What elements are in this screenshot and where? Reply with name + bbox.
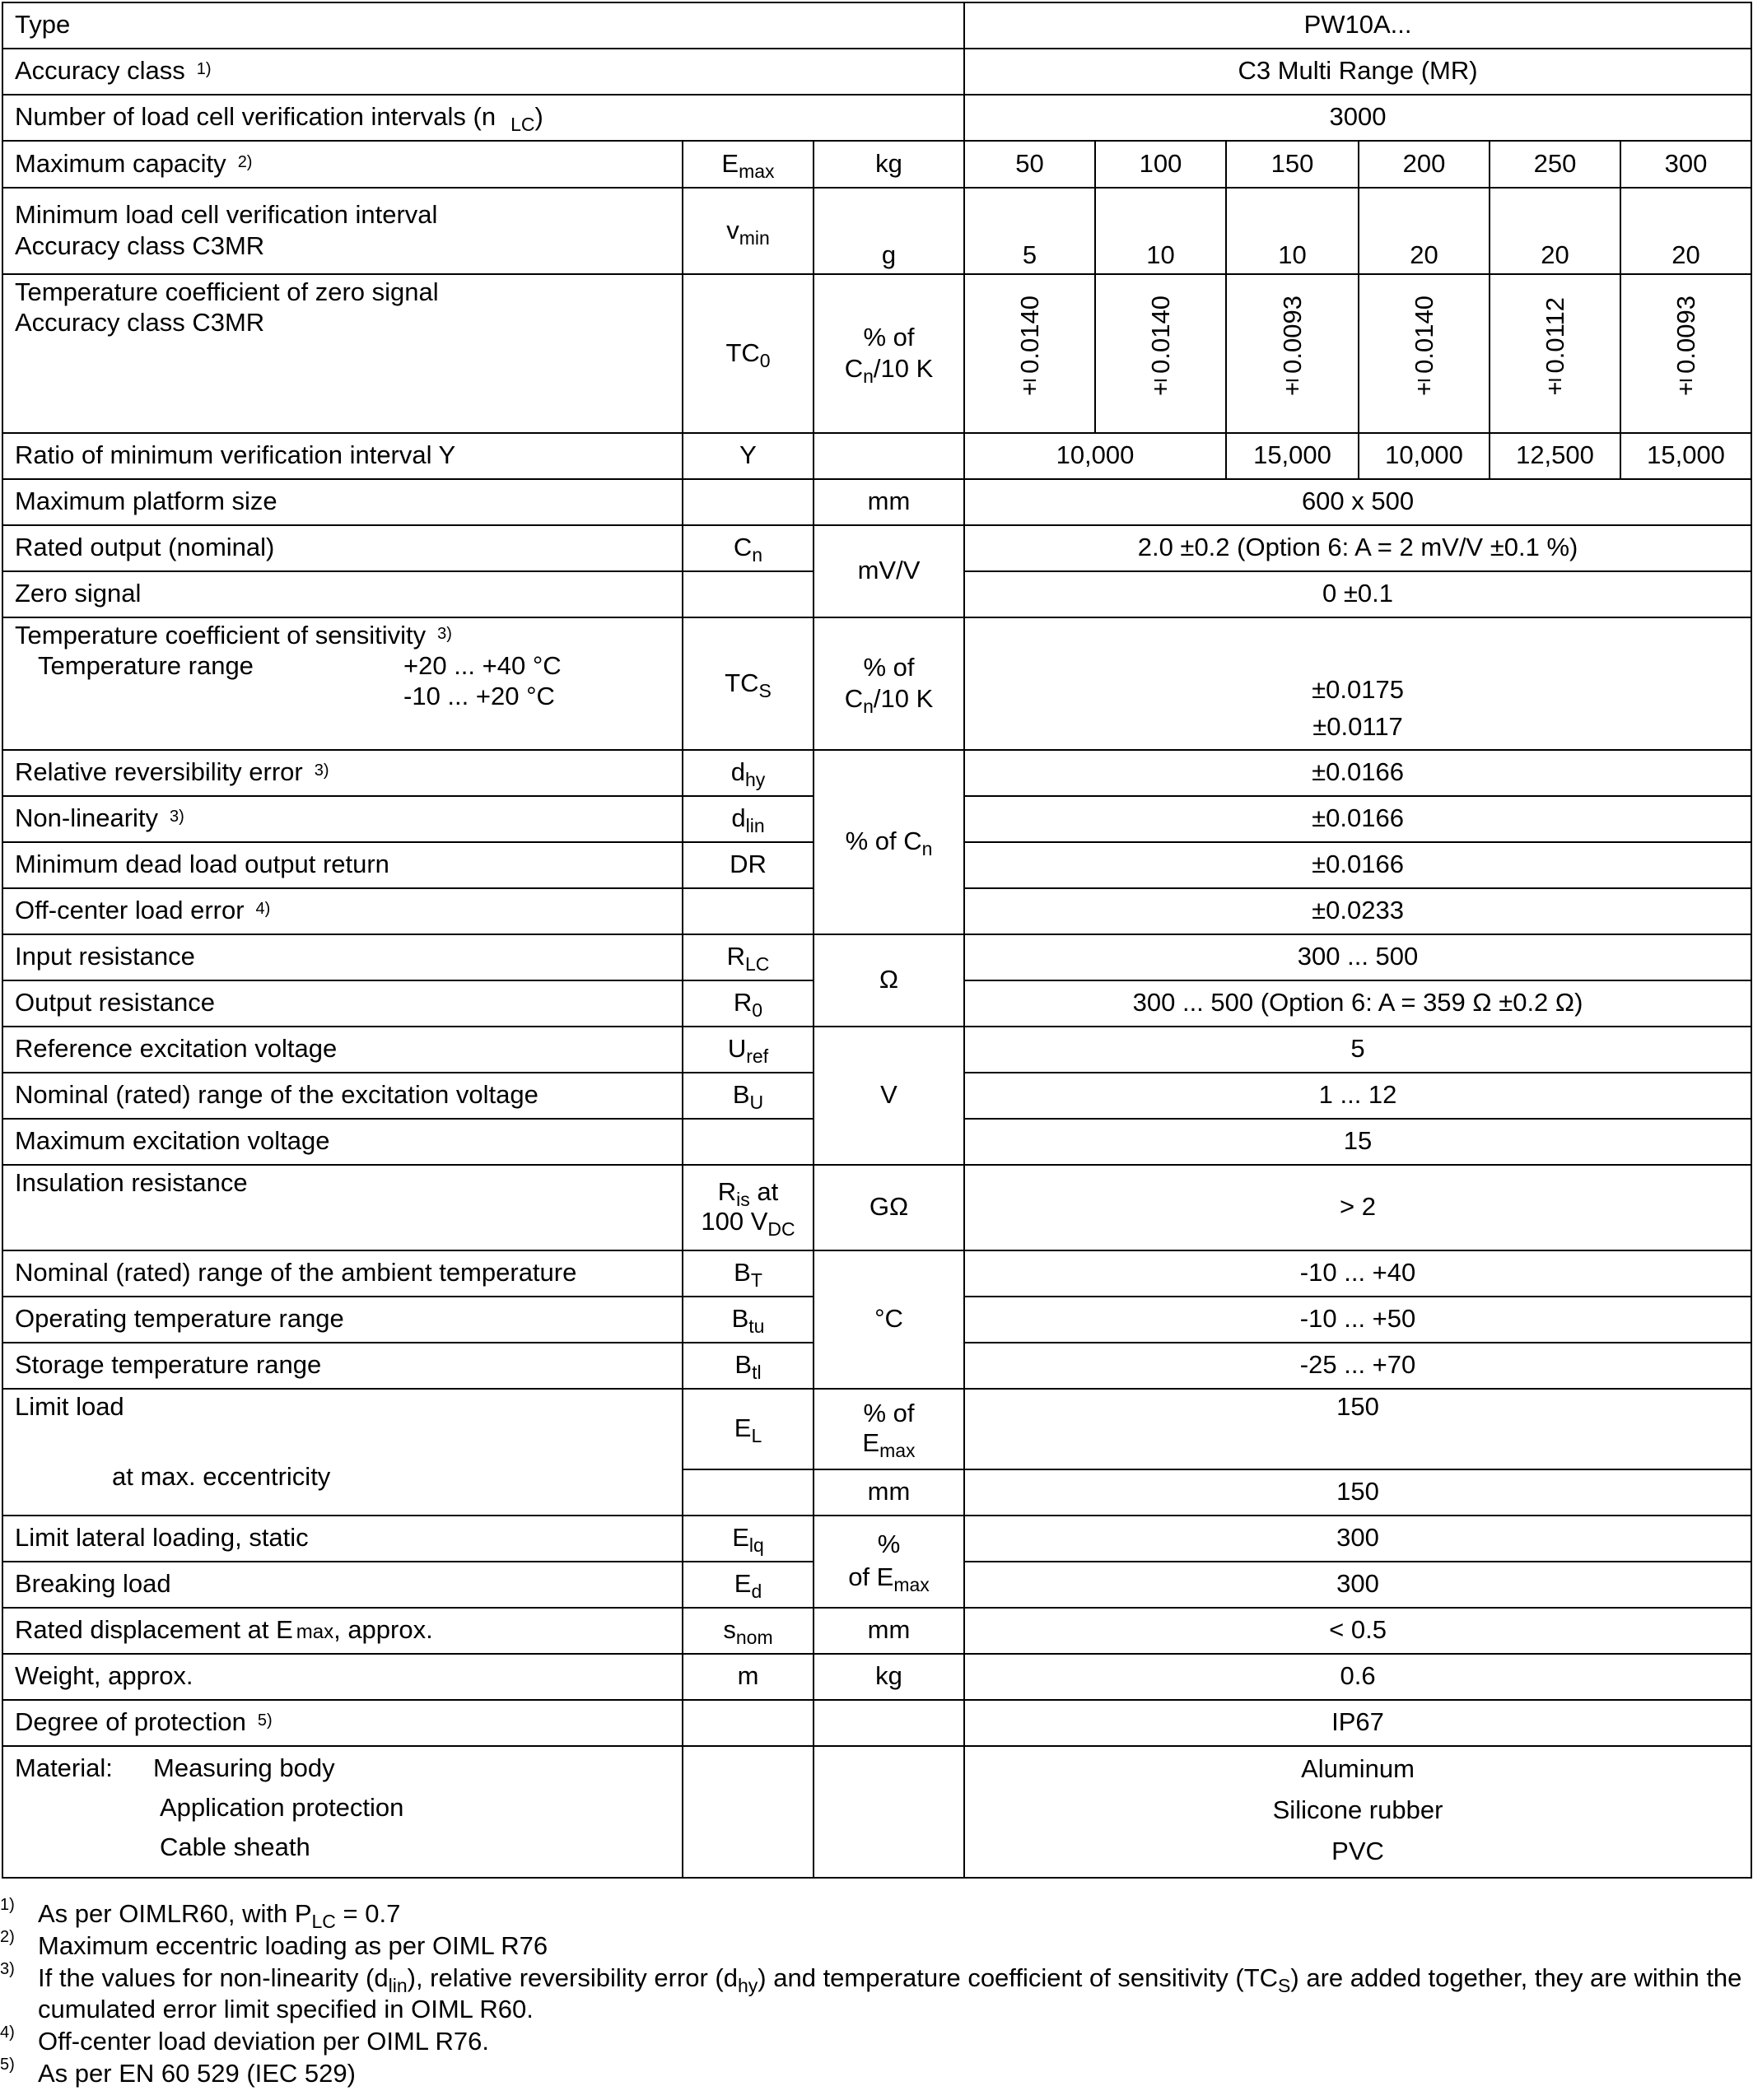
- row-label: Breaking load: [2, 1562, 683, 1608]
- row-tc-sensitivity: [2, 617, 1751, 750]
- unit-cell: % of $E_{max}$: [814, 1516, 964, 1608]
- row-lateral-loading: [2, 1516, 1751, 1562]
- capacity-value: 150: [1226, 141, 1359, 188]
- row-label: Accuracy class $^{1)}$: [2, 49, 964, 95]
- footnote-ref: 3): [437, 625, 452, 643]
- tcs-value: ±0.0175 ±0.0117: [964, 617, 1751, 750]
- symbol-cell: $TC_0$: [683, 274, 814, 433]
- unit-cell: Ω: [814, 934, 964, 1027]
- unit-cell: kg: [814, 1654, 964, 1700]
- rated-output-value: 2.0 ±0.2 (Option 6: A = 2 mV/V ±0.1 %): [964, 525, 1751, 571]
- ratio-value: 10,000: [1359, 433, 1490, 479]
- row-label: Limit load at max. eccentricity: [2, 1389, 683, 1516]
- footnote-3: 3) If the values for non-linearity $(d_{lin})$, relative reversibility error $(d_{hy})$ and temperature coefficient of sensitivity $(TC_S)$ are added together, they are within the cumulated error limit specified in OIML R60.: [0, 1959, 1742, 2024]
- protection-value: IP67: [964, 1700, 1751, 1746]
- row-ambient-temperature: [2, 1250, 1751, 1297]
- symbol-cell: m: [683, 1654, 814, 1700]
- capacity-value: 200: [1359, 141, 1490, 188]
- ratio-value: 12,500: [1490, 433, 1620, 479]
- type-value: PW10A...: [964, 2, 1751, 49]
- output-resistance-value: 300 ... 500 (Option 6: A = 359 Ω ±0.2 Ω): [964, 980, 1751, 1027]
- row-reversibility-error: [2, 750, 1751, 796]
- unit-cell: GΩ: [814, 1165, 964, 1250]
- symbol-cell: $B_{tu}$: [683, 1297, 814, 1343]
- row-label: Minimum dead load output return: [2, 842, 683, 888]
- unit-cell: mm: [814, 479, 964, 525]
- vmin-value: 20: [1490, 188, 1620, 274]
- symbol-cell: $d_{hy}$: [683, 750, 814, 796]
- row-label: Input resistance: [2, 934, 683, 980]
- row-label: Off-center load error $^{4)}$: [2, 888, 683, 934]
- row-platform-size: [2, 479, 1751, 525]
- ratio-value: 15,000: [1620, 433, 1751, 479]
- row-label: Maximum platform size: [2, 479, 683, 525]
- tc0-value: ±0.0140: [1095, 274, 1226, 433]
- row-label: Zero signal: [2, 571, 683, 617]
- row-input-resistance: [2, 934, 1751, 980]
- row-material: [2, 1746, 1751, 1878]
- reference-voltage-value: 5: [964, 1027, 1751, 1073]
- footnote-ref: 5): [257, 1711, 273, 1730]
- unit-cell: mm: [814, 1469, 964, 1516]
- unit-cell: V: [814, 1027, 964, 1165]
- accuracy-class-value: C3 Multi Range (MR): [964, 49, 1751, 95]
- footnote-ref: 1): [196, 60, 212, 79]
- row-label: Nominal (rated) range of the excitation voltage: [2, 1073, 683, 1119]
- row-verification-intervals: [2, 95, 1751, 141]
- unit-cell: % of $C_n$: [814, 750, 964, 934]
- row-label: Material: Measuring body Application protection Cable sheath: [2, 1746, 683, 1878]
- vmin-value: 20: [1620, 188, 1751, 274]
- tc0-value: ±0.0140: [964, 274, 1095, 433]
- row-label: Type: [2, 2, 964, 49]
- unit-cell: [814, 1700, 964, 1746]
- row-accuracy-class: [2, 49, 1751, 95]
- symbol-cell: $s_{nom}$: [683, 1608, 814, 1654]
- zero-signal-value: 0 ±0.1: [964, 571, 1751, 617]
- symbol-cell: [683, 1746, 814, 1878]
- row-reference-voltage: [2, 1027, 1751, 1073]
- row-rated-displacement: [2, 1608, 1751, 1654]
- symbol-cell: $B_T$: [683, 1250, 814, 1297]
- vmin-value: 10: [1226, 188, 1359, 274]
- input-resistance-value: 300 ... 500: [964, 934, 1751, 980]
- row-ratio-y: [2, 433, 1751, 479]
- row-label: Nominal (rated) range of the ambient temperature: [2, 1250, 683, 1297]
- vmin-value: 5: [964, 188, 1095, 274]
- ratio-value: 15,000: [1226, 433, 1359, 479]
- tc0-value: ±0.0093: [1620, 274, 1751, 433]
- row-label: Output resistance: [2, 980, 683, 1027]
- footnote-4: 4) Off-center load deviation per OIML R76.: [0, 2023, 489, 2056]
- symbol-cell: [683, 1700, 814, 1746]
- row-label: Rated output (nominal): [2, 525, 683, 571]
- row-label: Operating temperature range: [2, 1297, 683, 1343]
- row-tc-zero-signal: [2, 274, 1751, 433]
- row-label: Weight, approx.: [2, 1654, 683, 1700]
- symbol-cell: $B_{tl}$: [683, 1343, 814, 1389]
- row-type: [2, 2, 1751, 49]
- capacity-value: 250: [1490, 141, 1620, 188]
- footnotes: [0, 1898, 1751, 2090]
- symbol-cell: [683, 571, 814, 617]
- row-label: Insulation resistance: [2, 1165, 683, 1250]
- row-insulation-resistance: [2, 1165, 1751, 1250]
- row-rated-output: [2, 525, 1751, 571]
- tc0-value: ±0.0140: [1359, 274, 1490, 433]
- row-label: Number of load cell verification intervals (n $_{LC}$): [2, 95, 964, 141]
- row-label: Temperature coefficient of zero signal Accuracy class C3MR: [2, 274, 683, 433]
- symbol-cell: $E_{max}$: [683, 141, 814, 188]
- off-center-value: ±0.0233: [964, 888, 1751, 934]
- non-linearity-value: ±0.0166: [964, 796, 1751, 842]
- row-label: Limit lateral loading, static: [2, 1516, 683, 1562]
- row-label: Reference excitation voltage: [2, 1027, 683, 1073]
- platform-value: 600 x 500: [964, 479, 1751, 525]
- unit-cell: mm: [814, 1608, 964, 1654]
- row-weight: [2, 1654, 1751, 1700]
- row-limit-load: [2, 1389, 1751, 1469]
- footnote-2: 2) Maximum eccentric loading as per OIML R76: [0, 1927, 548, 1960]
- row-label: Non-linearity $^{3)}$: [2, 796, 683, 842]
- breaking-load-value: 300: [964, 1562, 1751, 1608]
- footnote-ref: 3): [170, 808, 184, 826]
- weight-value: 0.6: [964, 1654, 1751, 1700]
- symbol-cell: [683, 888, 814, 934]
- row-label: Minimum load cell verification interval Accuracy class C3MR: [2, 188, 683, 274]
- vmin-value: 10: [1095, 188, 1226, 274]
- footnote-ref: 4): [255, 900, 271, 919]
- symbol-cell: $R_{is}$ at 100 $V_{DC}$: [683, 1165, 814, 1250]
- ratio-value: 10,000: [964, 433, 1226, 479]
- row-label: Maximum excitation voltage: [2, 1119, 683, 1165]
- tc0-value: ±0.0112: [1490, 274, 1620, 433]
- row-label: Relative reversibility error $^{3)}$: [2, 750, 683, 796]
- unit-cell: [814, 433, 964, 479]
- row-label: Maximum capacity $^{2)}$: [2, 141, 683, 188]
- capacity-value: 100: [1095, 141, 1226, 188]
- operating-temperature-value: -10 ... +50: [964, 1297, 1751, 1343]
- dead-load-value: ±0.0166: [964, 842, 1751, 888]
- symbol-cell: $C_n$: [683, 525, 814, 571]
- displacement-value: < 0.5: [964, 1608, 1751, 1654]
- row-label: Storage temperature range: [2, 1343, 683, 1389]
- footnote-ref: 2): [237, 152, 253, 171]
- symbol-cell: $TC_S$: [683, 617, 814, 750]
- vmin-value: 20: [1359, 188, 1490, 274]
- capacity-value: 300: [1620, 141, 1751, 188]
- symbol-cell: $B_U$: [683, 1073, 814, 1119]
- tc0-value: ±0.0093: [1226, 274, 1359, 433]
- row-min-verification-interval: [2, 188, 1751, 274]
- symbol-cell: [683, 1119, 814, 1165]
- symbol-cell: DR: [683, 842, 814, 888]
- max-voltage-value: 15: [964, 1119, 1751, 1165]
- row-label: Temperature coefficient of sensitivity $^{3)}$ Temperature range +20 ... +40 °C -10 ... +20 °C: [2, 617, 683, 750]
- storage-temperature-value: -25 ... +70: [964, 1343, 1751, 1389]
- insulation-value: > 2: [964, 1165, 1751, 1250]
- row-label: Ratio of minimum verification interval Y: [2, 433, 683, 479]
- unit-cell: % of $C_n/10$ K: [814, 617, 964, 750]
- symbol-cell: $E_d$: [683, 1562, 814, 1608]
- symbol-cell: $E_{lq}$: [683, 1516, 814, 1562]
- verification-intervals-value: 3000: [964, 95, 1751, 141]
- unit-cell: [814, 1746, 964, 1878]
- unit-cell: % of $E_{max}$: [814, 1389, 964, 1469]
- lateral-loading-value: 300: [964, 1516, 1751, 1562]
- symbol-cell: Y: [683, 433, 814, 479]
- footnote-5: 5) As per EN 60 529 (IEC 529): [0, 2055, 356, 2088]
- symbol-cell: $v_{min}$: [683, 188, 814, 274]
- symbol-cell: [683, 1469, 814, 1516]
- footnote-1: 1) As per OIMLR60, with $P_{LC} = 0.7$: [0, 1896, 401, 1932]
- symbol-cell: $d_{lin}$: [683, 796, 814, 842]
- symbol-cell: $R_0$: [683, 980, 814, 1027]
- capacity-value: 50: [964, 141, 1095, 188]
- unit-cell: kg: [814, 141, 964, 188]
- symbol-cell: $R_{LC}$: [683, 934, 814, 980]
- unit-cell: °C: [814, 1250, 964, 1389]
- footnote-ref: 3): [314, 761, 329, 780]
- material-value: Aluminum Silicone rubber PVC: [964, 1746, 1751, 1878]
- nominal-voltage-value: 1 ... 12: [964, 1073, 1751, 1119]
- symbol-cell: [683, 479, 814, 525]
- eccentricity-value: 150: [964, 1469, 1751, 1516]
- specifications-table: [2, 2, 1752, 1879]
- reversibility-value: ±0.0166: [964, 750, 1751, 796]
- ambient-temperature-value: -10 ... +40: [964, 1250, 1751, 1297]
- symbol-cell: $U_{ref}$: [683, 1027, 814, 1073]
- limit-load-value: 150: [964, 1389, 1751, 1469]
- row-degree-of-protection: [2, 1700, 1751, 1746]
- unit-cell: g: [814, 188, 964, 274]
- unit-cell: % of $C_n/10$ K: [814, 274, 964, 433]
- symbol-cell: $E_L$: [683, 1389, 814, 1469]
- unit-cell: mV/V: [814, 525, 964, 617]
- row-label: Degree of protection $^{5)}$: [2, 1700, 683, 1746]
- row-label: Rated displacement at E max, approx.: [2, 1608, 683, 1654]
- row-maximum-capacity: [2, 141, 1751, 188]
